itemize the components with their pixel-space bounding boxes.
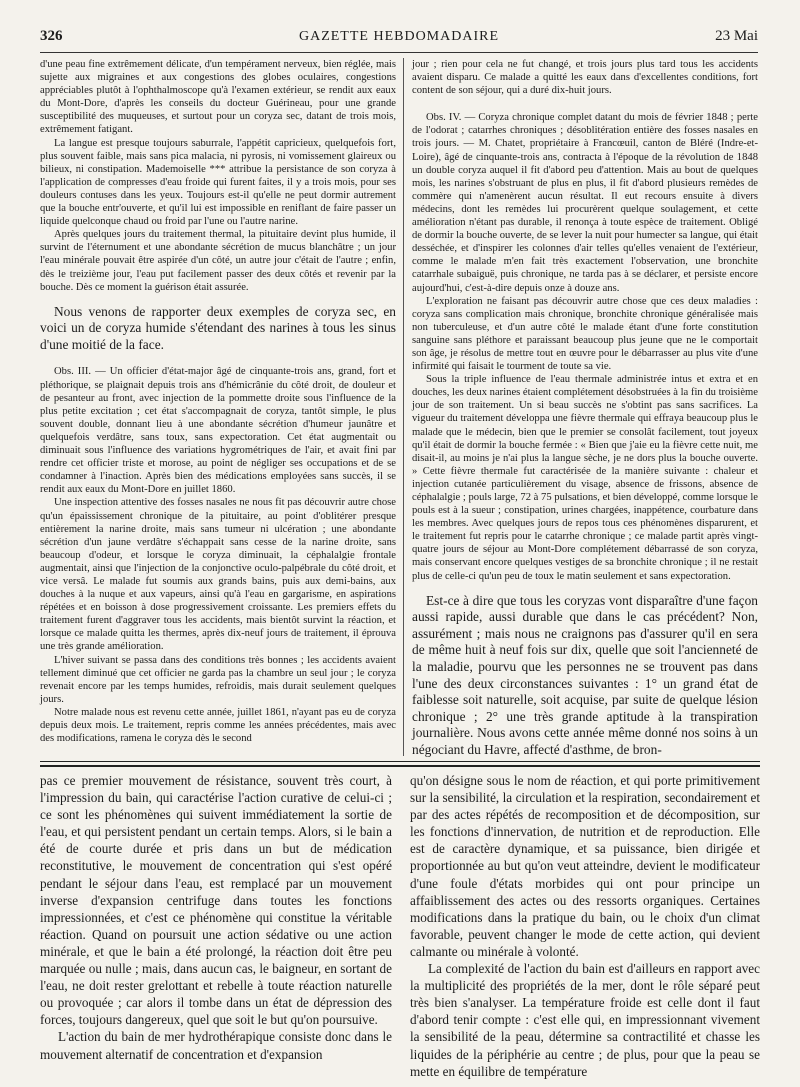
observation-4: Obs. IV. — Coryza chronique complet datant du mois de février 1848 ; perte de l'odorat ; catarrhes chroniques ; désoblitération entière des fosses nasales en trois jours. — M. Chatet, propriétaire à Francœuil, canton de Bléré (Indre-et-Loire), âgé de cinquante-trois ans, contracta à l'époque de la révolution de 1848 un double coryza auquel il fit d'abord peu d'attention. Mais au bout de quelques mois, les narines s'obstruant de plus en plus, il fit d'abord plusieurs remèdes de commère qui n'amenèrent aucun résultat. Il eut recours ensuite à divers médecins, dont les remèdes lui procurèrent quelque soulagement, et cette amélioration n'étant pas durable, il renonça à toute espèce de traitement. Obligé de dormir la bouche ouverte, de se lever la nuit pour humecter sa langue, qui était desséchée, et d'inspirer les colonnes d'air telles qu'elles venaient de l'extérieur, comme le malade m'en fait très exactement l'observation, une bronchite catarrhale subaiguë, puis chronique, ne tarda pas à se déclarer, et persiste encore aujourd'hui, c'est-à-dire depuis onze à douze ans. (412, 112, 758, 294)
paragraph: La langue est presque toujours saburrale, l'appétit capricieux, quelquefois fort, plus souvent faible, mais sans pica malacia, ni pyrosis, ni vomissement glaireux ou bilieux, ni constipation. Mademoiselle *** attribue la persistance de son coryza à l'application de compresses d'eau froide qui furent faites, il y a trois mois, pour ses douleurs contuses dans les yeux. Toujours est-il qu'elle ne peut dormir autrement que la bouche entr'ouverte, et qu'il lui est impossible en reniflant de faire passer un liquide quelconque chaud ou froid par l'une ou l'autre narine. (40, 137, 396, 228)
bottom-left-column (40, 772, 392, 1063)
journal-title: GAZETTE HEBDOMADAIRE (298, 29, 500, 44)
paragraph: Une inspection attentive des fosses nasales ne nous fit pas découvrir autre chose qu'un épaississement chronique de la pituitaire, au point d'oblitérer presque entièrement la narine droite, mais sans tumeur ni ulcération ; une abondante sécrétion d'un jaune verdâtre s'échappait sans cesse de la narine droite, sans beaucoup d'odeur, et lorsque le coryza diminuait, la céphalalgie frontale augmentait, ainsi que l'injection de la conjonctive oculo-palpébrale du côté droit, et vice versâ. Le malade fut soumis aux grands bains, puis aux demi-bains, aux douches à la nuque et aux vapeurs, ainsi qu'à l'eau en gargarisme, en aspirations répétées et en boisson à dose progressivement croissante. Les premiers effets du traitement furent d'aggraver tous les accidents, mais bientôt survint la réaction, et lorsque ce malade quitta les thermes, après dix-neuf jours de traitement, il éprouva une très grande amélioration. (40, 497, 396, 653)
top-right-column (412, 58, 758, 771)
paragraph: jour ; rien pour cela ne fut changé, et trois jours plus tard tous les accidents avaient disparu. Ce malade a quitté les eaux dans d'excellentes conditions, fort content de son séjour, qui a duré dix-huit jours. (412, 59, 758, 97)
paragraph: L'exploration ne faisant pas découvrir autre chose que ces deux maladies : coryza sans complication mais chronique, bronchite chronique généralisée mais non tuberculeuse, et d'un autre côté le malade étant d'une forte constitution sanguine sans pléthore et paraissant beaucoup plus jeune que ne le comportait son âge, je résolus de mettre tout en œuvre pour le débarrasser au plus vite d'une infirmité qui faisait le tourment de toute sa vie. (412, 295, 758, 373)
paragraph: pas ce premier mouvement de résistance, souvent très court, à l'impression du bain, qui caractérise l'action curative de celui-ci ; ce sont les phénomènes qui suivent immédiatement la sortie de l'eau, et qui persistent pendant un certain temps. Alors, si le bain a été de courte durée et pris dans un but de médication reconstitutive, le mouvement de concentration qui s'est opéré pendant le séjour dans l'eau, est remplacé par un mouvement inverse d'expansion centrifuge dans toutes les fonctions impressionnées, et c'est ce phénomène qui constitue la véritable réaction. Quand on poursuit une action sédative ou une action minérale, et que le bain a été prolongé, la réaction doit être peu marquée ou nulle ; mais, dans aucun cas, le baigneur, en sortant de l'eau, ne doit rester grelottant et rebelle à toute réaction naturelle ou provoquée ; car alors il tombe dans un état de dépression des forces, toujours dangereux, quel que soit le but qu'on poursuive. (40, 773, 392, 1028)
paragraph: d'une peau fine extrêmement délicate, d'un tempérament nerveux, bien réglée, mais sujette aux migraines et aux congestions des globes oculaires, congestions appréciables plutôt à l'ophthalmoscope qu'à l'examen extérieur, se rendit aux eaux du Mont-Dore, d'après les conseils du docteur Guérineau, pour une grande susceptibilité des muqueuses, et surtout pour un coryza sec, datant de trois mois, extrêmement fatigant. (40, 59, 396, 136)
intro-paragraph: Nous venons de rapporter deux exemples de coryza sec, en voici un de coryza humide s'étendant des narines à tous les sinus d'une moitié de la face. (40, 303, 396, 352)
observation-3: Obs. III. — Un officier d'état-major âgé de cinquante-trois ans, grand, fort et pléthorique, se plaignait depuis trois ans d'hémicrânie du côté droit, de douleur et de pesanteur au front, avec injection de la pommette droite sous l'influence de la plus petite excitation ; cet état s'accompagnait de coryza, tantôt simple, le plus souvent double, donnant lieu à une abondante sécrétion d'humeur jaunâtre et quelquefois verdâtre, sans toux, sans expectoration. Cet état augmentait ou diminuait sous l'influence des variations hygrométriques de l'air, et avait fini par rendre cet officier triste et morose, au point de négliger ses occupations et de se condamner à l'inaction. Après bien des médications employées sans succès, il se rendit aux eaux du Mont-Dore en juillet 1860. (40, 366, 396, 496)
paragraph: La complexité de l'action du bain est d'ailleurs en rapport avec la multiplicité des propriétés de la mer, dont le rôle séparé peut très bien s'analyser. La température froide est celle dont il faut d'abord tenir compte : c'est elle qui, en impressionnant vivement la sensibilité de la peau, détermine sa contractilité et chasse les liquides de la périphérie au centre ; de plus, pour que la peau se mette en équilibre de température (410, 961, 760, 1079)
top-left-column (40, 58, 396, 745)
discussion-paragraph: Est-ce à dire que tous les coryzas vont disparaître d'une façon aussi rapide, aussi durable que dans le cas précédent? Non, assurément ; mais nous ne craignons pas d'assurer qu'il en sera de même huit à neuf fois sur dix, quelle que soit l'ancienneté de la maladie, pourvu que les personnes ne se trouvent pas dans l'une des deux circonstances suivantes : 1° un grand état de faiblesse soit naturelle, soit acquise, par suite de quelque lésion chronique ; 2° une très grande aptitude à la transpiration journalière. Nous avons cette année même donné nos soins à un négociant du Havre, affecté d'asthme, de bron- (412, 592, 758, 757)
section-rule (40, 761, 760, 762)
column-divider (403, 58, 404, 756)
paragraph: Sous la triple influence de l'eau thermale administrée intus et extra et en douches, les deux narines étaient complétement désobstruées à la fin du troisième jour de son traitement. Un si beau succès ne s'obtint pas sans sacrifices. La vigueur du traitement développa une fièvre thermale qui effraya beaucoup plus le malade que le médecin, bien que le premier se consolât facilement, tout joyeux qu'il était de dormir la bouche fermée : « Bien que j'aie eu la fièvre cette nuit, me disait-il, au moins je n'ai plus la langue sèche, je ne dors plus la bouche ouverte. » Cette fièvre thermale fut caractérisée de la manière suivante : chaleur et injection cutanée particulièrement du visage, absence de frissons, absence de céphalalgie ; pouls large, 72 à 75 pulsations, et bien développé, comme lorsque le pouls est à la sueur ; constipation, urines chargées, inappétence, courbature dans les membres. Avec quelques jours de repos tous ces phénomènes disparurent, et le traitement fut repris pour le catarrhe chronique ; ce malade partit après vingt-quatre jours de séjour au Mont-Dore complétement débarrassé de son coryza, mais conservant encore quelques vestiges de sa bronchite chronique ; il ne restait plus de celle-ci qu'un peu de toux le matin seulement et sans expectoration. (412, 374, 758, 582)
section-rule (40, 765, 760, 767)
paragraph: L'hiver suivant se passa dans des conditions très bonnes ; les accidents avaient tellement diminué que cet officier ne garda pas la chambre un seul jour ; le coryza revenait encore par les temps humides, refroidis, mais durait seulement quelques jours. (40, 654, 396, 705)
page-header (40, 22, 758, 53)
paragraph: Notre malade nous est revenu cette année, juillet 1861, n'ayant pas eu de coryza depuis deux mois. Le traitement, repris comme les années précédentes, mais avec des modifications, ramena le coryza dès le second (40, 706, 396, 745)
page-number: 326 (40, 28, 63, 44)
paragraph: L'action du bain de mer hydrothérapique consiste donc dans le mouvement alternatif de concentration et d'expansion (40, 1029, 392, 1062)
paragraph: qu'on désigne sous le nom de réaction, et qui porte primitivement sur la sensibilité, la circulation et la respiration, secondairement et par des actes répétés de recomposition et de décomposition, sur les fonctions d'innervation, de nutrition et de reproduction. Elle est de caractère dynamique, et sa puissance, bien dirigée et proportionnée au but qu'on veut atteindre, devient le modificateur d'une foule d'états morbides qui ont pour principe un affaiblissement des actes ou des ressorts organiques. Certaines modifications dans la pratique du bain, ou le choix d'un climat favorable, peuvent changer le mode de cette action, qui devient calmante ou minérale à volonté. (410, 773, 760, 959)
bottom-right-column (410, 772, 760, 1080)
paragraph: Après quelques jours du traitement thermal, la pituitaire devint plus humide, il survint de l'éternument et une abondante sécrétion de mucus blanchâtre ; un jour l'eau minérale pouvait être aspirée d'un côté, un autre jour c'était de l'autre ; enfin, dès le treizième jour, l'eau put facilement passer des deux côtés et revenir par la bouche. Dès ce moment la guérison était assurée. (40, 229, 396, 293)
issue-date: 23 Mai (715, 28, 758, 44)
